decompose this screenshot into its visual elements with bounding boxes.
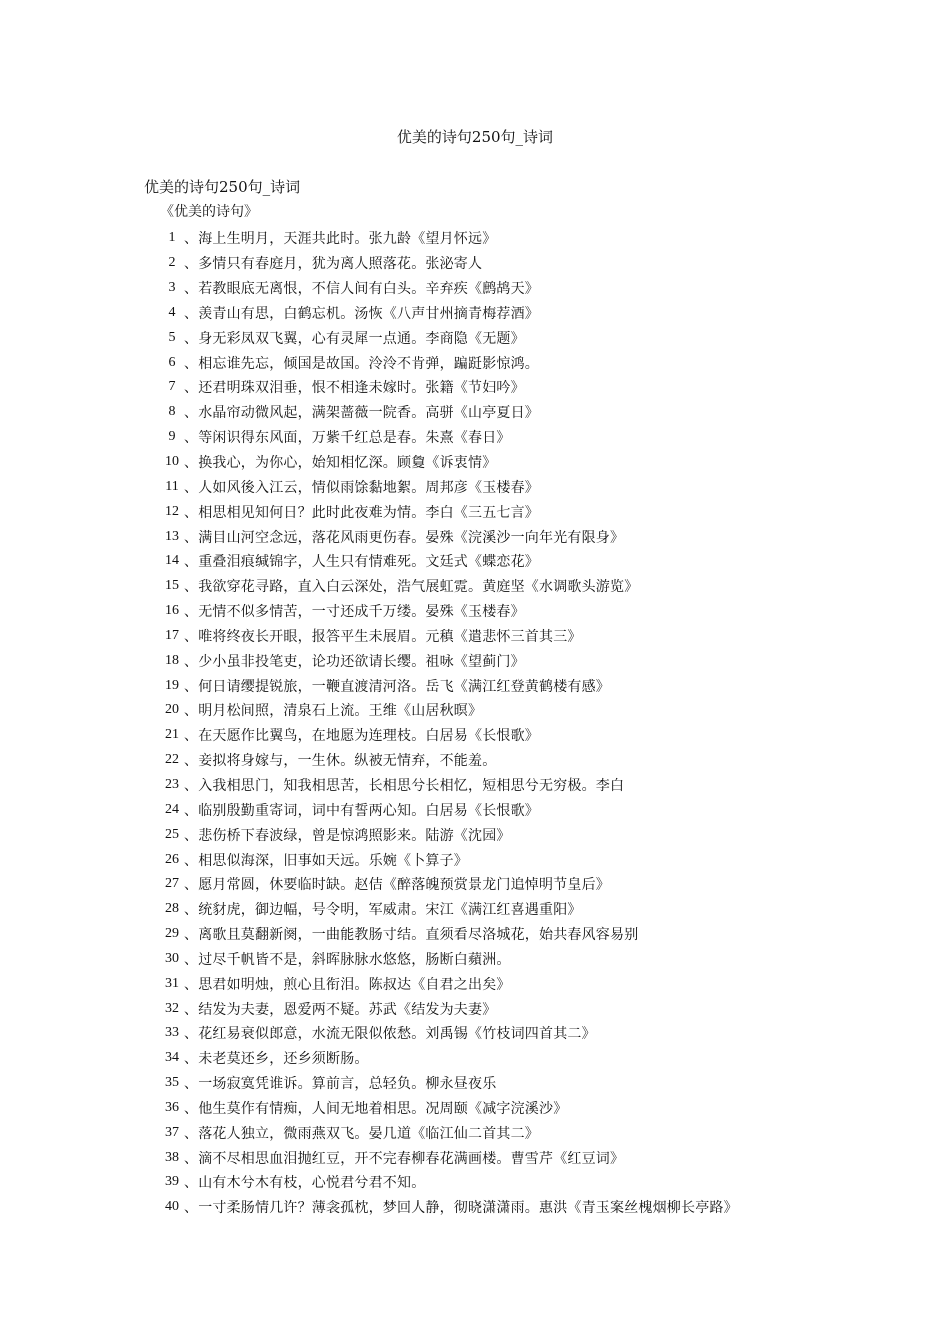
poem-line-text: 、悲伤桥下春波绿，曾是惊鸿照影来。陆游《沈园》 xyxy=(184,827,511,844)
poem-line xyxy=(160,375,738,400)
poem-line-text: 、多情只有春庭月，犹为离人照落花。张泌寄人 xyxy=(184,256,483,273)
poem-line-number: 11 xyxy=(165,478,179,494)
poem-line-number: 21 xyxy=(165,727,179,743)
poem-line-number: 38 xyxy=(165,1149,179,1165)
poem-line-text: 、等闲识得东风面，万紫千红总是春。朱熹《春日》 xyxy=(184,430,511,447)
poem-line xyxy=(160,499,738,524)
poem-line-text: 、统豺虎，御边幅，号令明，军威肃。宋江《满江红喜遇重阳》 xyxy=(184,902,582,919)
poem-line-text: 、水晶帘动微风起，满架蔷薇一院香。高骈《山亭夏日》 xyxy=(184,405,539,422)
poem-line-text: 、明月松间照，清泉石上流。王维《山居秋暝》 xyxy=(184,703,483,720)
poem-line-text: 、人如风後入江云，情似雨馀黏地絮。周邦彦《玉楼春》 xyxy=(184,479,539,496)
poem-line-number: 28 xyxy=(165,901,179,917)
poem-line xyxy=(160,574,738,599)
poem-line-number: 27 xyxy=(165,876,179,892)
poem-line-number: 8 xyxy=(168,404,176,420)
poem-line-text: 、无情不似多情苦，一寸还成千万缕。晏殊《玉楼春》 xyxy=(184,604,525,621)
poem-line xyxy=(160,325,738,350)
poem-line xyxy=(160,350,738,375)
poem-line-text: 、我欲穿花寻路，直入白云深处，浩气展虹霓。黄庭坚《水调歌头游览》 xyxy=(184,579,639,596)
poem-line-text: 、唯将终夜长开眼，报答平生未展眉。元稹《遣悲怀三首其三》 xyxy=(184,628,582,645)
poem-line-text: 、滴不尽相思血泪抛红豆，开不完春柳春花满画楼。曹雪芹《红豆词》 xyxy=(184,1150,625,1167)
poem-line xyxy=(160,226,738,251)
poem-line-text: 、一寸柔肠情几许？薄衾孤枕，梦回人静，彻晓潇潇雨。惠洪《青玉案丝槐烟柳长亭路》 xyxy=(184,1200,738,1217)
poem-line xyxy=(160,822,738,847)
poem-line xyxy=(160,1021,738,1046)
poem-line-number: 12 xyxy=(165,503,179,519)
poem-line-text: 、相思相见知何日？此时此夜难为情。李白《三五七言》 xyxy=(184,504,539,521)
poem-line-text: 、何日请缨提锐旅，一鞭直渡清河洛。岳飞《满江红登黄鹤楼有感》 xyxy=(184,678,610,695)
poem-line xyxy=(160,400,738,425)
poem-line xyxy=(160,251,738,276)
poem-line xyxy=(160,276,738,301)
poem-line xyxy=(160,1071,738,1096)
poem-line-number: 3 xyxy=(168,280,176,296)
poem-line-number: 34 xyxy=(165,1050,179,1066)
poem-line xyxy=(160,996,738,1021)
poem-line-text: 、未老莫还乡，还乡须断肠。 xyxy=(184,1051,369,1068)
poem-line-number: 31 xyxy=(165,975,179,991)
poem-line-text: 、愿月常圆，休要临时缺。赵佶《醉落魄预赏景龙门追悼明节皇后》 xyxy=(184,877,610,894)
poem-line xyxy=(160,773,738,798)
poem-line-text: 、入我相思门，知我相思苦，长相思兮长相忆，短相思兮无穷极。李白 xyxy=(184,777,625,794)
poem-line-number: 24 xyxy=(165,801,179,817)
poem-line-number: 35 xyxy=(165,1075,179,1091)
document-title: 优美的诗句250句_诗词 xyxy=(396,128,554,146)
poem-line xyxy=(160,748,738,773)
poem-line-number: 18 xyxy=(165,652,179,668)
poem-line xyxy=(160,624,738,649)
poem-line-text: 、花红易衰似郎意，水流无限似侬愁。刘禹锡《竹枝词四首其二》 xyxy=(184,1026,596,1043)
poem-line xyxy=(160,1120,738,1145)
poem-line-number: 19 xyxy=(165,677,179,693)
poem-line-text: 、换我心，为你心，始知相忆深。顾敻《诉衷情》 xyxy=(184,455,497,472)
poem-line-text: 、临别殷勤重寄词，词中有誓两心知。白居易《长恨歌》 xyxy=(184,802,539,819)
poem-line-number: 2 xyxy=(168,255,176,271)
poem-line xyxy=(160,847,738,872)
poem-line-text: 、思君如明烛，煎心且衔泪。陈叔达《自君之出矣》 xyxy=(184,976,511,993)
poem-line-number: 26 xyxy=(165,851,179,867)
poem-line-text: 、在天愿作比翼鸟，在地愿为连理枝。白居易《长恨歌》 xyxy=(184,728,539,745)
poem-line-number: 30 xyxy=(165,950,179,966)
poem-line-number: 36 xyxy=(165,1099,179,1115)
document-subtitle: 优美的诗句250句_诗词 xyxy=(144,178,301,196)
poem-line-number: 33 xyxy=(165,1025,179,1041)
poem-line-text: 、相忘谁先忘，倾国是故国。泠泠不肯弹，蹁跹影惊鸿。 xyxy=(184,355,539,372)
poem-line-text: 、妾拟将身嫁与，一生休。纵被无情弃，不能羞。 xyxy=(184,753,497,770)
poem-line xyxy=(160,723,738,748)
poem-line-text: 、海上生明月，天涯共此时。张九龄《望月怀远》 xyxy=(184,231,497,248)
poem-line-text: 、一场寂寞凭谁诉。算前言，总轻负。柳永昼夜乐 xyxy=(184,1076,497,1093)
poem-line xyxy=(160,1195,738,1220)
poem-line-text: 、重叠泪痕缄锦字，人生只有情难死。文廷式《蝶恋花》 xyxy=(184,554,539,571)
section-heading: 《优美的诗句》 xyxy=(160,204,258,220)
poem-line-text: 、满目山河空念远，落花风雨更伤春。晏殊《浣溪沙一向年光有限身》 xyxy=(184,529,625,546)
poem-line xyxy=(160,872,738,897)
poem-line xyxy=(160,524,738,549)
poem-line-number: 23 xyxy=(165,776,179,792)
poem-line xyxy=(160,897,738,922)
poem-line-number: 20 xyxy=(165,702,179,718)
poem-line xyxy=(160,698,738,723)
poem-line-text: 、羡青山有思，白鹤忘机。汤恢《八声甘州摘青梅荐酒》 xyxy=(184,305,539,322)
poem-line-text: 、他生莫作有情痴，人间无地着相思。况周颐《减字浣溪沙》 xyxy=(184,1100,568,1117)
poem-line xyxy=(160,1096,738,1121)
poem-line xyxy=(160,425,738,450)
poem-line xyxy=(160,599,738,624)
poem-line-number: 22 xyxy=(165,752,179,768)
poem-line-number: 6 xyxy=(168,354,176,370)
poem-line-number: 32 xyxy=(165,1000,179,1016)
poem-line-number: 29 xyxy=(165,926,179,942)
poem-line-number: 37 xyxy=(165,1124,179,1140)
poem-line-number: 1 xyxy=(168,230,176,246)
poem-line-text: 、少小虽非投笔吏，论功还欲请长缨。祖咏《望蓟门》 xyxy=(184,653,525,670)
poem-line-number: 7 xyxy=(168,379,176,395)
poem-line-text: 、落花人独立，微雨燕双飞。晏几道《临江仙二首其二》 xyxy=(184,1125,539,1142)
poem-line-text: 、过尽千帆皆不是，斜晖脉脉水悠悠，肠断白蘋洲。 xyxy=(184,951,511,968)
poem-line xyxy=(160,549,738,574)
poem-line-text: 、若教眼底无离恨，不信人间有白头。辛弃疾《鹧鸪天》 xyxy=(184,281,539,298)
poem-line xyxy=(160,673,738,698)
poem-line-text: 、离歌且莫翻新阕，一曲能教肠寸结。直须看尽洛城花，始共春风容易别 xyxy=(184,927,639,944)
poem-line-text: 、山有木兮木有枝，心悦君兮君不知。 xyxy=(184,1175,426,1192)
poem-line xyxy=(160,922,738,947)
poem-line xyxy=(160,946,738,971)
poem-line-text: 、结发为夫妻，恩爱两不疑。苏武《结发为夫妻》 xyxy=(184,1001,497,1018)
poem-line-number: 16 xyxy=(165,603,179,619)
poem-line xyxy=(160,648,738,673)
poem-line-number: 40 xyxy=(165,1199,179,1215)
poem-line xyxy=(160,301,738,326)
poem-line-text: 、身无彩凤双飞翼，心有灵犀一点通。李商隐《无题》 xyxy=(184,330,525,347)
poem-line-number: 4 xyxy=(168,304,176,320)
poem-line xyxy=(160,1046,738,1071)
poem-line-number: 15 xyxy=(165,578,179,594)
poem-line-text: 、还君明珠双泪垂，恨不相逢未嫁时。张籍《节妇吟》 xyxy=(184,380,525,397)
poem-line-number: 13 xyxy=(165,528,179,544)
poem-line xyxy=(160,1145,738,1170)
poem-line-number: 25 xyxy=(165,826,179,842)
poem-line-number: 10 xyxy=(165,454,179,470)
poem-line-number: 5 xyxy=(168,329,176,345)
poem-line-number: 9 xyxy=(168,429,176,445)
poem-line xyxy=(160,797,738,822)
poem-line xyxy=(160,971,738,996)
poem-line xyxy=(160,474,738,499)
poem-line xyxy=(160,1170,738,1195)
poem-line-number: 39 xyxy=(165,1174,179,1190)
poem-list xyxy=(160,226,738,1220)
poem-line-number: 14 xyxy=(165,553,179,569)
poem-line-number: 17 xyxy=(165,627,179,643)
poem-line-text: 、相思似海深，旧事如天远。乐婉《卜算子》 xyxy=(184,852,468,869)
poem-line xyxy=(160,450,738,475)
